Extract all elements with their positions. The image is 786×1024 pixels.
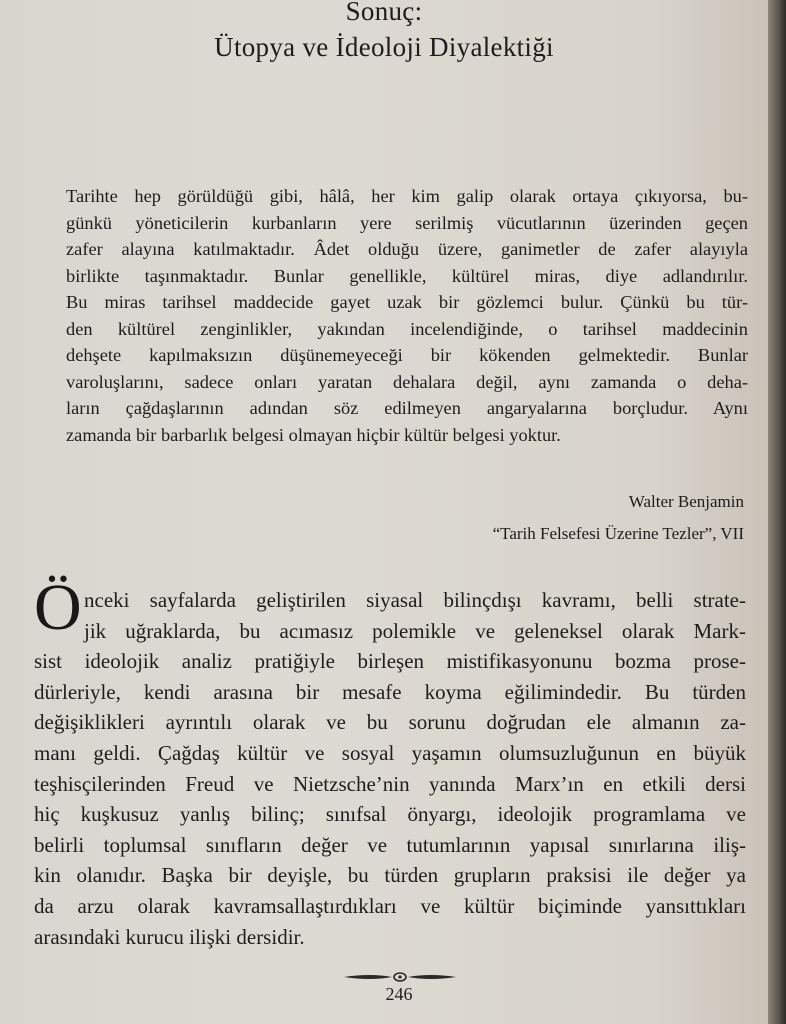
epigraph-line: den kültürel zenginlikler, yakından incelendiğinde, o tarihsel maddecinin	[66, 318, 748, 339]
body-line: değişiklikleri ayrıntılı olarak ve bu sorunu doğrudan ele almanın za-	[34, 710, 746, 735]
drop-cap: Ö	[34, 571, 82, 644]
body-line: dürleriyle, kendi arasına bir mesafe koyma eğilimindedir. Bu türden	[34, 679, 746, 704]
body-line: da arzu olarak kavramsallaştırdıkları ve kültür biçiminde yansıttıkları	[34, 893, 746, 918]
body-line: jik uğraklarda, bu acımasız polemikle ve geleneksel olarak Mark-	[84, 618, 746, 643]
epigraph-quote	[66, 183, 748, 448]
book-page-edge	[768, 0, 786, 1024]
ornament-divider	[340, 969, 460, 985]
body-line: belirli toplumsal sınıfların değer ve tutumlarının yapısal sınırlarına iliş-	[34, 832, 746, 857]
body-line: sist ideolojik analiz pratiğiyle birleşen mistifikasyonunu bozma prose-	[34, 649, 746, 674]
body-line: teşhisçilerinden Freud ve Nietzsche’nin yanında Marx’ın en etkili dersi	[34, 771, 746, 796]
body-line: arasındaki kurucu ilişki dersidir.	[34, 924, 305, 949]
epigraph-line: Bu miras tarihsel maddecide gayet uzak bir gözlemci bulur. Çünkü bu tür-	[66, 292, 748, 312]
epigraph-line: ların çağdaşlarının adından söz edilmeyen angaryalarına borçludur. Aynı	[66, 398, 748, 418]
epigraph-line: Tarihte hep görüldüğü gibi, hâlâ, her kim galip olarak ortaya çıkıyorsa, bu-	[66, 186, 748, 206]
epigraph-line: zafer alayına katılmaktadır. Âdet olduğu üzere, ganimetler de zafer alayıyla	[66, 239, 748, 259]
body-paragraph	[34, 571, 746, 952]
chapter-label: Sonuç:	[345, 0, 423, 26]
page-number: 246	[385, 984, 413, 1004]
epigraph-source: “Tarih Felsefesi Üzerine Tezler”, VII	[492, 524, 744, 543]
epigraph-line: dehşete kapılmaksızın düşünemeyeceği bir kökenden gelmektedir. Bunlar	[66, 345, 748, 365]
epigraph-line: zamanda bir barbarlık belgesi olmayan hiçbir kültür belgesi yoktur.	[66, 424, 561, 445]
body-line: manı geldi. Çağdaş kültür ve sosyal yaşamın olumsuzluğunun en büyük	[34, 740, 746, 765]
epigraph-line: varoluşlarını, sadece onları yaratan dehalara değil, aynı zamanda o deha-	[66, 371, 748, 392]
body-line: hiç kuşkusuz yanlış bilinç; sınıfsal önyargı, ideolojik programlama ve	[34, 802, 746, 827]
epigraph-author: Walter Benjamin	[628, 492, 744, 511]
chapter-title: Ütopya ve İdeoloji Diyalektiği	[214, 32, 554, 62]
body-line: nceki sayfalarda geliştirilen siyasal bilinçdışı kavramı, belli strate-	[84, 588, 746, 612]
body-line: kin olanıdır. Başka bir deyişle, bu türden grupların praksisi ile değer ya	[34, 863, 746, 888]
epigraph-line: günkü yöneticilerin kurbanların yere serilmiş vücutlarının üzerinden geçen	[66, 212, 748, 233]
epigraph-line: birlikte taşınmaktadır. Bunlar genellikle, kültürel miras, diye adlandırılır.	[66, 265, 748, 286]
